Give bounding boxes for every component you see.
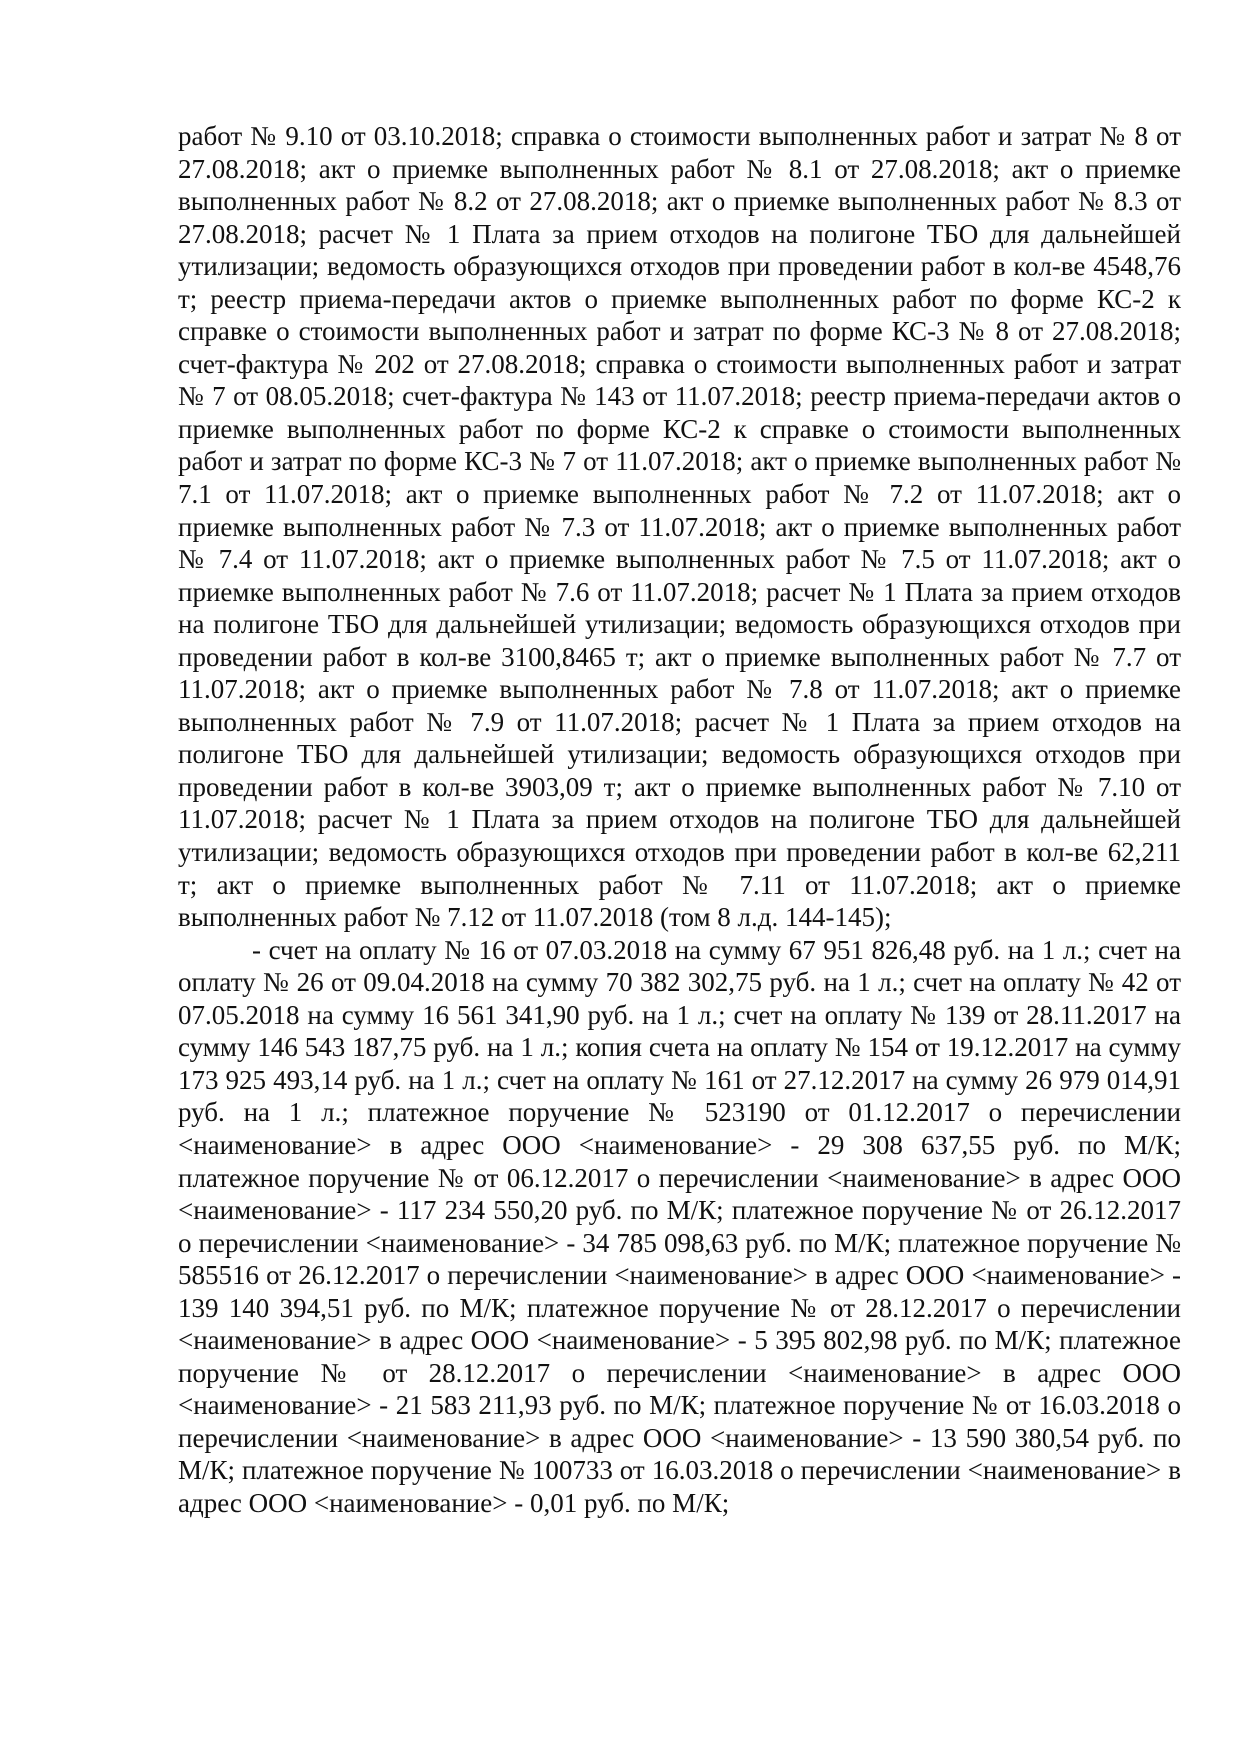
document-body [178, 120, 1181, 1520]
paragraph-invoices-and-payment-orders: - счет на оплату № 16 от 07.03.2018 на сумму 67 951 826,48 руб. на 1 л.; счет на оплату № 26 от 09.04.2018 на сумму 70 382 302,75 руб. на 1 л.; счет на оплату № 42 от 07.05.2018 на сумму 16 561 341,90 руб. на 1 л.; счет на оплату № 139 от 28.11.2017 на сумму 146 543 187,75 руб. на 1 л.; копия счета на оплату № 154 от 19.12.2017 на сумму 173 925 493,14 руб. на 1 л.; счет на оплату № 161 от 27.12.2017 на сумму 26 979 014,91 руб. на 1 л.; платежное поручение № 523190 от 01.12.2017 о перечислении <наименование> в адрес ООО <наименование> - 29 308 637,55 руб. по М/К; платежное поручение № от 06.12.2017 о перечислении <наименование> в адрес ООО <наименование> - 117 234 550,20 руб. по М/К; платежное поручение № от 26.12.2017 о перечислении <наименование> - 34 785 098,63 руб. по М/К; платежное поручение № 585516 от 26.12.2017 о перечислении <наименование> в адрес ООО <наименование> - 139 140 394,51 руб. по М/К; платежное поручение № от 28.12.2017 о перечислении <наименование> в адрес ООО <наименование> - 5 395 802,98 руб. по М/К; платежное поручение № от 28.12.2017 о перечислении <наименование> в адрес ООО <наименование> - 21 583 211,93 руб. по М/К; платежное поручение № от 16.03.2018 о перечислении <наименование> в адрес ООО <наименование> - 13 590 380,54 руб. по М/К; платежное поручение № 100733 от 16.03.2018 о перечислении <наименование> в адрес ООО <наименование> - 0,01 руб. по М/К; [178, 934, 1181, 1518]
paragraph-evidence-list-continued: работ № 9.10 от 03.10.2018; справка о стоимости выполненных работ и затрат № 8 от 27.08.2018; акт о приемке выполненных работ № 8.1 от 27.08.2018; акт о приемке выполненных работ № 8.2 от 27.08.2018; акт о приемке выполненных работ № 8.3 от 27.08.2018; расчет № 1 Плата за прием отходов на полигоне ТБО для дальнейшей утилизации; ведомость образующихся отходов при проведении работ в кол-ве 4548,76 т; реестр приема-передачи актов о приемке выполненных работ по форме КС-2 к справке о стоимости выполненных работ и затрат по форме КС-3 № 8 от 27.08.2018; счет-фактура № 202 от 27.08.2018; справка о стоимости выполненных работ и затрат № 7 от 08.05.2018; счет-фактура № 143 от 11.07.2018; реестр приема-передачи актов о приемке выполненных работ по форме КС-2 к справке о стоимости выполненных работ и затрат по форме КС-3 № 7 от 11.07.2018; акт о приемке выполненных работ № 7.1 от 11.07.2018; акт о приемке выполненных работ № 7.2 от 11.07.2018; акт о приемке выполненных работ № 7.3 от 11.07.2018; акт о приемке выполненных работ № 7.4 от 11.07.2018; акт о приемке выполненных работ № 7.5 от 11.07.2018; акт о приемке выполненных работ № 7.6 от 11.07.2018; расчет № 1 Плата за прием отходов на полигоне ТБО для дальнейшей утилизации; ведомость образующихся отходов при проведении работ в кол-ве 3100,8465 т; акт о приемке выполненных работ № 7.7 от 11.07.2018; акт о приемке выполненных работ № 7.8 от 11.07.2018; акт о приемке выполненных работ № 7.9 от 11.07.2018; расчет № 1 Плата за прием отходов на полигоне ТБО для дальнейшей утилизации; ведомость образующихся отходов при проведении работ в кол-ве 3903,09 т; акт о приемке выполненных работ № 7.10 от 11.07.2018; расчет № 1 Плата за прием отходов на полигоне ТБО для дальнейшей утилизации; ведомость образующихся отходов при проведении работ в кол-ве 62,211 т; акт о приемке выполненных работ № 7.11 от 11.07.2018; акт о приемке выполненных работ № 7.12 от 11.07.2018 (том 8 л.д. 144-145); [178, 121, 1181, 933]
